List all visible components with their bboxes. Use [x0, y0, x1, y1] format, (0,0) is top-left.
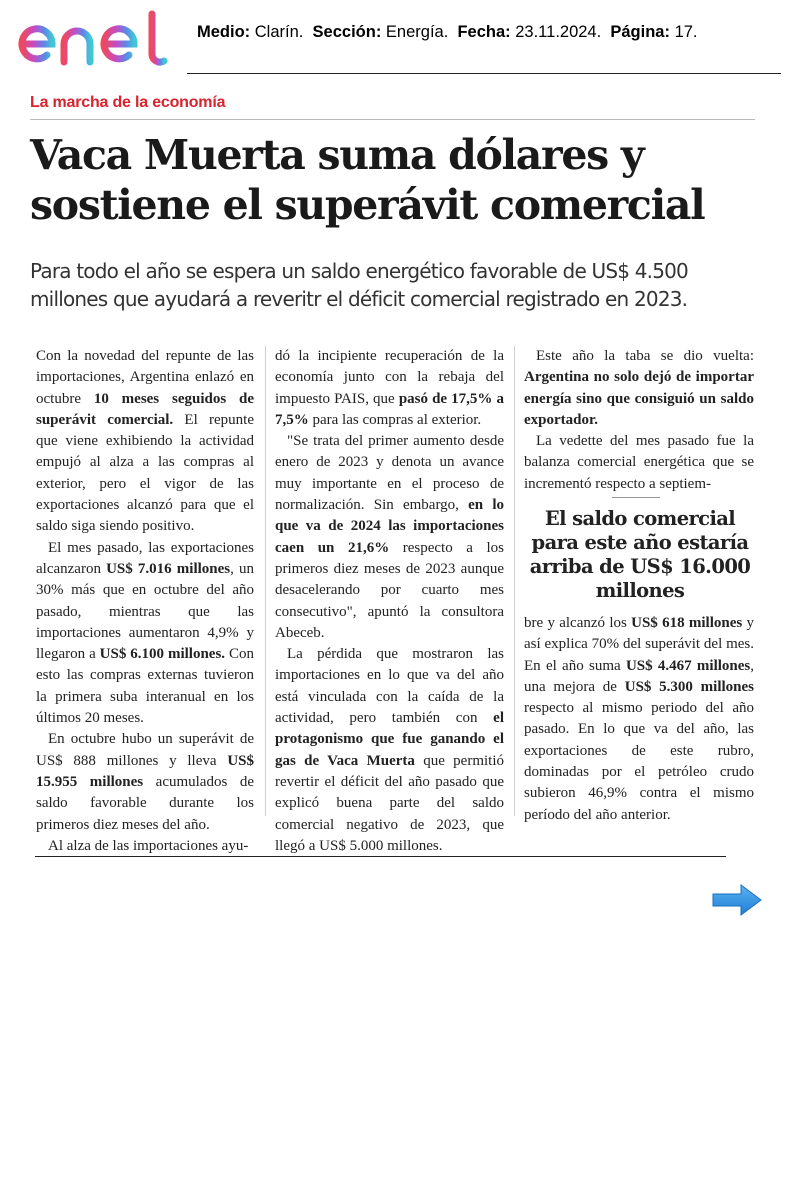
- enel-logo: [14, 8, 174, 72]
- footer-divider: [35, 856, 726, 857]
- pull-quote-rule: [612, 497, 660, 498]
- medio-value: Clarín.: [254, 23, 304, 41]
- fecha-label: Fecha:: [457, 23, 511, 41]
- article-column-3: [524, 346, 754, 495]
- next-page-button[interactable]: [711, 882, 763, 922]
- paragraph: bre y alcanzó los US$ 618 millones y así explica 70% del superávit del mes. En el año suma US$ 4.467 millones, una mejora de US$ 5.300 millones respecto al mismo periodo del año pasado. En lo que va del año, las exportaciones de este rubro, dominadas por el petróleo crudo subieron 46,9% contra el mismo período del año anterior.: [524, 615, 755, 823]
- article-column-1: [36, 346, 254, 857]
- section-kicker: La marcha de la economía: [30, 94, 226, 111]
- header-divider: [187, 73, 781, 74]
- paragraph: "Se trata del primer aumento desde enero de 2023 y denota un avance muy importante en el proceso de normalización. Sin embargo, en lo que va de 2024 las importaciones caen un 21,6% respecto a los primeros diez meses de 2023 aunque desacelerando por cuarto mes consecutivo", apuntó la consultora Abeceb.: [275, 433, 504, 641]
- column-divider: [265, 346, 266, 816]
- pull-quote: El saldo comercial para este año estaría arriba de US$ 16.000 millones: [529, 507, 751, 602]
- pagina-label: Página:: [610, 23, 670, 41]
- fecha-value: 23.11.2024.: [515, 23, 602, 41]
- section-divider: [30, 119, 755, 120]
- seccion-label: Sección:: [312, 23, 382, 41]
- paragraph: En octubre hubo un superávit de US$ 888 millones y lleva US$ 15.955 millones acumulados de saldo favorable durante los primeros diez meses del año.: [36, 731, 254, 833]
- press-clipping-meta: [197, 23, 698, 42]
- paragraph: dó la incipiente recuperación de la economía junto con la rebaja del impuesto PAIS, que pasó de 17,5% a 7,5% para las compras al exterior.: [275, 348, 504, 428]
- column-divider: [514, 346, 515, 816]
- headline: Vaca Muerta suma dólares y sostiene el superávit comercial: [30, 131, 705, 229]
- paragraph: Con la novedad del repunte de las importaciones, Argentina enlazó en octubre 10 meses seguidos de superávit comercial. El repunte que viene exhibiendo la actividad empujó al alza a las compras al exterior, pero el vigor de las exportaciones alcanzó para que el saldo siga siendo positivo.: [36, 348, 255, 535]
- paragraph: Este año la taba se dio vuelta: Argentina no solo dejó de importar energía sino que consiguió un saldo exportador.: [524, 348, 754, 428]
- pagina-value: 17.: [674, 23, 698, 41]
- article-column-3-continued: [524, 613, 754, 826]
- paragraph: La vedette del mes pasado fue la balanza comercial energética que se incrementó respecto a septiem-: [524, 433, 754, 492]
- right-arrow-icon[interactable]: [711, 882, 763, 918]
- medio-label: Medio:: [197, 23, 251, 41]
- paragraph: Al alza de las importaciones ayu-: [48, 837, 249, 854]
- article-column-2: [275, 346, 504, 857]
- paragraph: El mes pasado, las exportaciones alcanzaron US$ 7.016 millones, un 30% más que en octubre del año pasado, mientras que las importaciones aumentaron 4,9% y llegaron a US$ 6.100 millones. Con esto las compras externas tuvieron la primera suba interanual en los últimos 20 meses.: [36, 539, 255, 727]
- seccion-value: Energía.: [385, 23, 449, 41]
- subtitle: Para todo el año se espera un saldo energético favorable de US$ 4.500 millones que ayudará a reveritr el déficit comercial registrado en 2023.: [30, 259, 688, 311]
- paragraph: La pérdida que mostraron las importaciones en lo que va del año está vinculada con la caída de la actividad, pero también con el protagonismo que fue ganando el gas de Vaca Muerta que permitió revertir el déficit del año pasado que explicó buena parte del saldo comercial negativo de 2023, que llegó a US$ 5.000 millones.: [275, 646, 504, 854]
